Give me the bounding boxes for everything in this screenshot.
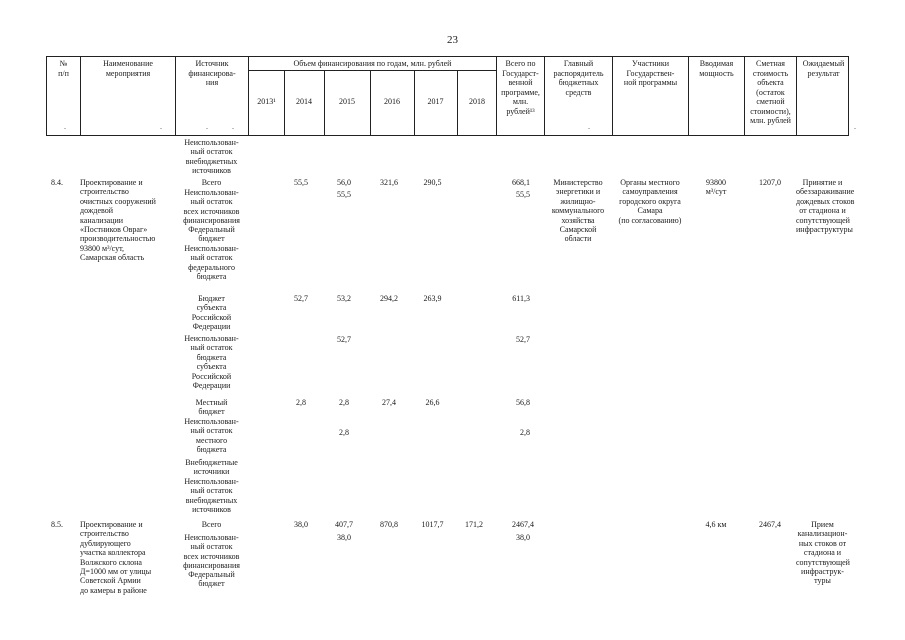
header-dot: .: [588, 122, 590, 131]
year-2018: 2018: [469, 97, 485, 106]
source-cell: Неиспользован- ный остаток федерального бюджета: [184, 244, 239, 282]
source-cell: Бюджет субъекта Российской Федерации: [191, 294, 232, 332]
value-total: 668,1: [512, 178, 530, 187]
header-result: Ожидаемый результат: [802, 59, 845, 78]
value-2014: 38,0: [294, 520, 308, 529]
year-2017: 2017: [427, 97, 444, 106]
source-cell: Неиспользован- ный остаток всех источников финансирования: [183, 533, 240, 571]
value-2014: 2,8: [296, 398, 306, 407]
carry-source: Неиспользован- ный остаток внебюджетных источников: [184, 138, 239, 176]
source-cell: Неиспользован- ный остаток внебюджетных источников: [184, 477, 239, 515]
item-num: 8.4.: [51, 178, 63, 187]
item-name: Проектирование и строительство очистных сооружений дождевой канализации «Постников Овраг» производительностью 93800 м³/сут, Самарская область: [80, 178, 156, 263]
item-estimate: 2467,4: [759, 520, 781, 529]
item-capacity: 4,6 км: [705, 520, 727, 529]
header-dot: .: [64, 122, 66, 131]
year-2014: 2014: [296, 97, 312, 106]
value-2015: 53,2: [337, 294, 351, 303]
header-dot: .: [206, 122, 208, 131]
table-header: [46, 56, 849, 136]
item-name: Проектирование и строительство дублирующего участка коллектора Волжского склона Д=1000 мм от улицы Советской Армии до камеры в районе: [80, 520, 152, 595]
item-estimate: 1207,0: [759, 178, 781, 187]
value-total: 55,5: [516, 190, 530, 199]
value-2017: 1017,7: [421, 520, 444, 529]
value-2016: 870,8: [380, 520, 398, 529]
header-participants: Участники Государствен- ной программы: [613, 57, 689, 135]
source-cell: Неиспользован- ный остаток бюджета субъекта Российской Федерации: [184, 334, 239, 391]
item-manager: Министерство энергетики и жилищно- коммунального хозяйства Самарской области: [551, 178, 605, 244]
source-cell: Федеральный бюджет: [188, 225, 235, 244]
source-cell: Внебюджетные источники: [185, 458, 238, 477]
source-cell: Неиспользован- ный остаток местного бюджета: [184, 417, 239, 455]
source-cell: Федеральный бюджет: [188, 570, 235, 589]
header-total: Всего по Государст- венной программе, млн. рублей¹³: [497, 57, 545, 135]
value-2015: 52,7: [337, 335, 351, 344]
header-capacity: Вводимая мощность: [689, 57, 745, 135]
source-cell: Всего: [201, 520, 222, 529]
item-participants: Органы местного самоуправления городского округа Самара (по согласованию): [618, 178, 682, 225]
value-2015: 38,0: [337, 533, 351, 542]
year-2013: 2013¹: [257, 97, 276, 106]
item-result: Принятие и обеззараживание дождевых стоков от стадиона и сопутствующей инфраструктуры: [796, 178, 855, 235]
year-2015: 2015: [339, 97, 355, 106]
value-total: 611,3: [512, 294, 530, 303]
value-total: 38,0: [516, 533, 530, 542]
source-cell: Неиспользован- ный остаток всех источников финансирования: [183, 188, 240, 226]
value-2016: 294,2: [380, 294, 398, 303]
header-dot: .: [854, 122, 856, 131]
item-num: 8.5.: [51, 520, 63, 529]
header-dot: .: [232, 122, 234, 131]
header-manager: Главный распорядитель бюджетных средств: [545, 57, 613, 135]
item-capacity: 93800 м³/сут: [705, 178, 727, 197]
value-2014: 55,5: [294, 178, 308, 187]
value-total: 2467,4: [512, 520, 534, 529]
value-total: 2,8: [520, 428, 530, 437]
value-2017: 26,6: [425, 398, 440, 407]
value-2017: 290,5: [423, 178, 442, 187]
header-volume: Объем финансирования по годам, млн. рублей 2013¹ 2014 2015 2016 2017 2018: [249, 57, 497, 135]
item-result: Прием канализацион- ных стоков от стадиона и сопутствующей инфраструк- туры: [796, 520, 850, 586]
value-2014: 52,7: [294, 294, 308, 303]
value-2015: 407,7: [335, 520, 353, 529]
value-2017: 263,9: [423, 294, 442, 303]
value-total: 56,8: [516, 398, 530, 407]
value-2015: 2,8: [339, 428, 349, 437]
value-2016: 27,4: [382, 398, 396, 407]
source-cell: Всего: [201, 178, 222, 187]
source-cell: Местный бюджет: [195, 398, 228, 417]
header-num: № п/п: [47, 57, 81, 135]
year-2016: 2016: [384, 97, 400, 106]
header-name: Наименование мероприятия: [81, 57, 176, 135]
value-2015: 2,8: [339, 398, 349, 407]
header-source: Источник финансирова- ния: [176, 57, 249, 135]
value-2015: 55,5: [337, 190, 351, 199]
header-estimate: Сметная стоимость объекта (остаток сметной стоимости), млн. рублей: [745, 57, 797, 135]
value-2018: 171,2: [465, 520, 483, 529]
value-2016: 321,6: [380, 178, 398, 187]
value-total: 52,7: [516, 335, 530, 344]
page-number: 23: [447, 34, 458, 46]
header-dot: .: [160, 122, 162, 131]
value-2015: 56,0: [337, 178, 351, 187]
